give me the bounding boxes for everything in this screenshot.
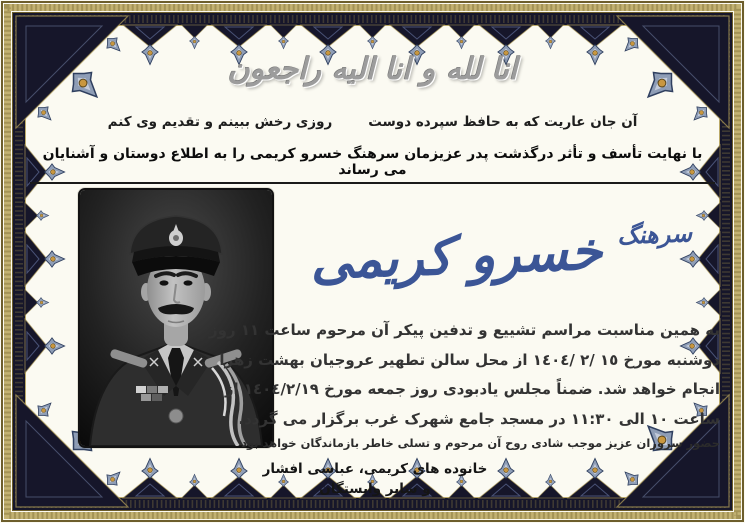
signature-line-2: و سایر وابستگان (319, 481, 431, 497)
announcement-headline: با نهایت تأسف و تأثر درگذشت پدر عزیزمان سرهنگ خسرو کریمی را به اطلاع دوستان و آشنایان می رساند (30, 146, 715, 184)
signature-line-1: خانوده های کریمی، عباسی افشار (262, 461, 488, 477)
poem-hemistich-right: آن جان عاریت که به حافظ سپرده دوست (368, 114, 638, 130)
ceremony-detail-line: دوشنبه مورخ ١٥ /٢ /١٤٠٤ از محل سالن تطهیر عروجیان بهشت زهرا (219, 350, 720, 369)
deceased-name: خسرو کریمی (309, 221, 604, 292)
announcement-headline-row (30, 146, 715, 184)
poem-hemistich-left: روزی رخش ببینم و تقدیم وی کنم (107, 114, 333, 130)
ceremony-detail-line: به همین مناسبت مراسم تشییع و تدفین پیکر آن مرحوم ساعت ١١ روز (208, 321, 720, 339)
ceremony-detail-line: انجام خواهد شد. ضمناً مجلس یادبودی روز جمعه مورخ ١٤٠٤/٢/١٩ از (224, 380, 720, 398)
ceremony-details (208, 316, 720, 434)
family-signature (248, 459, 502, 499)
ceremony-detail-line: ساعت ١٠ الی ١١:٣٠ در مسجد جامع شهرک غرب برگزار می گردد. (238, 409, 720, 428)
poem-line (70, 114, 675, 130)
deceased-rank: سرهنگ (616, 219, 693, 250)
attendance-note: حضور سروران عزیز موجب شادی روح آن مرحوم و تسلی خاطر بازماندگان خواهد بود (241, 436, 720, 450)
quranic-calligraphy-title: انا لله و انا الیه راجعون (227, 52, 518, 87)
